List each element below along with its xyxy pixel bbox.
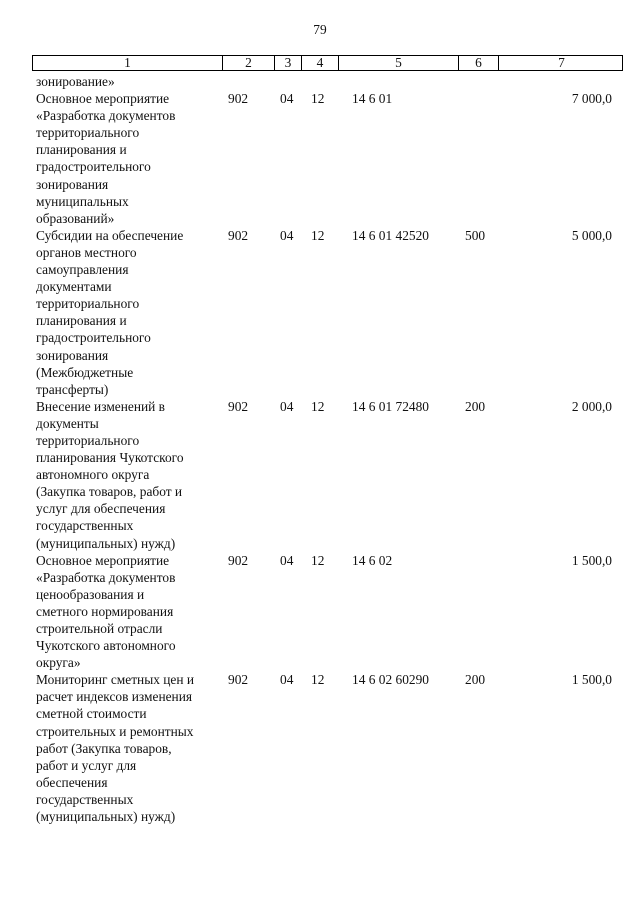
row-name: Основное мероприятие «Разработка документов ценообразования и сметного нормирования строительной отрасли Чукотского автономного округа» bbox=[36, 552, 176, 671]
header-col-3: 3 bbox=[275, 56, 302, 70]
row-code-subsection: 12 bbox=[311, 672, 325, 688]
header-col-5: 5 bbox=[339, 56, 459, 70]
table-row bbox=[0, 398, 640, 552]
row-code-target: 14 6 02 bbox=[352, 552, 393, 568]
table-row bbox=[0, 671, 640, 825]
row-code-section: 04 bbox=[280, 91, 294, 107]
row-name: Основное мероприятие «Разработка документов территориального планирования и градостроительного зонирования муниципальных образований» bbox=[36, 91, 176, 226]
row-code-target: 14 6 02 60290 bbox=[352, 672, 429, 688]
row-amount: 7 000,0 bbox=[571, 91, 612, 107]
table-row bbox=[0, 73, 640, 90]
row-code-subsection: 12 bbox=[311, 552, 325, 568]
row-code-ministry: 902 bbox=[228, 227, 249, 243]
row-name: Внесение изменений в документы территориального планирования Чукотского автономного округа (Закупка товаров, работ и услуг для обеспечения государственных (муниципальных) нужд) bbox=[36, 398, 184, 551]
row-amount: 1 500,0 bbox=[571, 672, 612, 688]
row-code-subsection: 12 bbox=[311, 227, 325, 243]
row-code-ministry: 902 bbox=[228, 672, 249, 688]
row-amount: 1 500,0 bbox=[571, 552, 612, 568]
table-header bbox=[32, 55, 623, 71]
row-code-section: 04 bbox=[280, 552, 294, 568]
row-code-subsection: 12 bbox=[311, 398, 325, 414]
header-col-2: 2 bbox=[223, 56, 275, 70]
header-col-1: 1 bbox=[33, 56, 223, 70]
header-col-4: 4 bbox=[302, 56, 339, 70]
row-code-expense-type: 200 bbox=[465, 398, 486, 414]
row-code-target: 14 6 01 72480 bbox=[352, 398, 429, 414]
row-amount: 5 000,0 bbox=[571, 227, 612, 243]
table-row bbox=[0, 227, 640, 398]
row-name: Субсидии на обеспечение органов местного самоуправления документами территориального планирования и градостроительного зонирования (Межбюджетные трансферты) bbox=[36, 227, 184, 397]
row-name: Мониторинг сметных цен и расчет индексов изменения сметной стоимости строительных и ремонтных работ (Закупка товаров, работ и услуг для обеспечения государственных (муниципальных) нужд) bbox=[36, 672, 195, 825]
row-code-expense-type: 500 bbox=[465, 227, 486, 243]
row-code-target: 14 6 01 bbox=[352, 91, 393, 107]
table-row bbox=[0, 552, 640, 672]
header-col-6: 6 bbox=[459, 56, 499, 70]
table-row bbox=[0, 90, 640, 227]
row-code-expense-type: 200 bbox=[465, 672, 486, 688]
row-code-ministry: 902 bbox=[228, 552, 249, 568]
header-col-7: 7 bbox=[558, 55, 565, 70]
row-code-section: 04 bbox=[280, 227, 294, 243]
row-code-section: 04 bbox=[280, 398, 294, 414]
row-code-section: 04 bbox=[280, 672, 294, 688]
row-code-target: 14 6 01 42520 bbox=[352, 227, 429, 243]
row-code-ministry: 902 bbox=[228, 398, 249, 414]
row-code-ministry: 902 bbox=[228, 91, 249, 107]
page-number: 79 bbox=[313, 22, 327, 37]
row-code-subsection: 12 bbox=[311, 91, 325, 107]
row-amount: 2 000,0 bbox=[571, 398, 612, 414]
row-name: зонирование» bbox=[36, 74, 115, 89]
table-body bbox=[0, 73, 640, 825]
